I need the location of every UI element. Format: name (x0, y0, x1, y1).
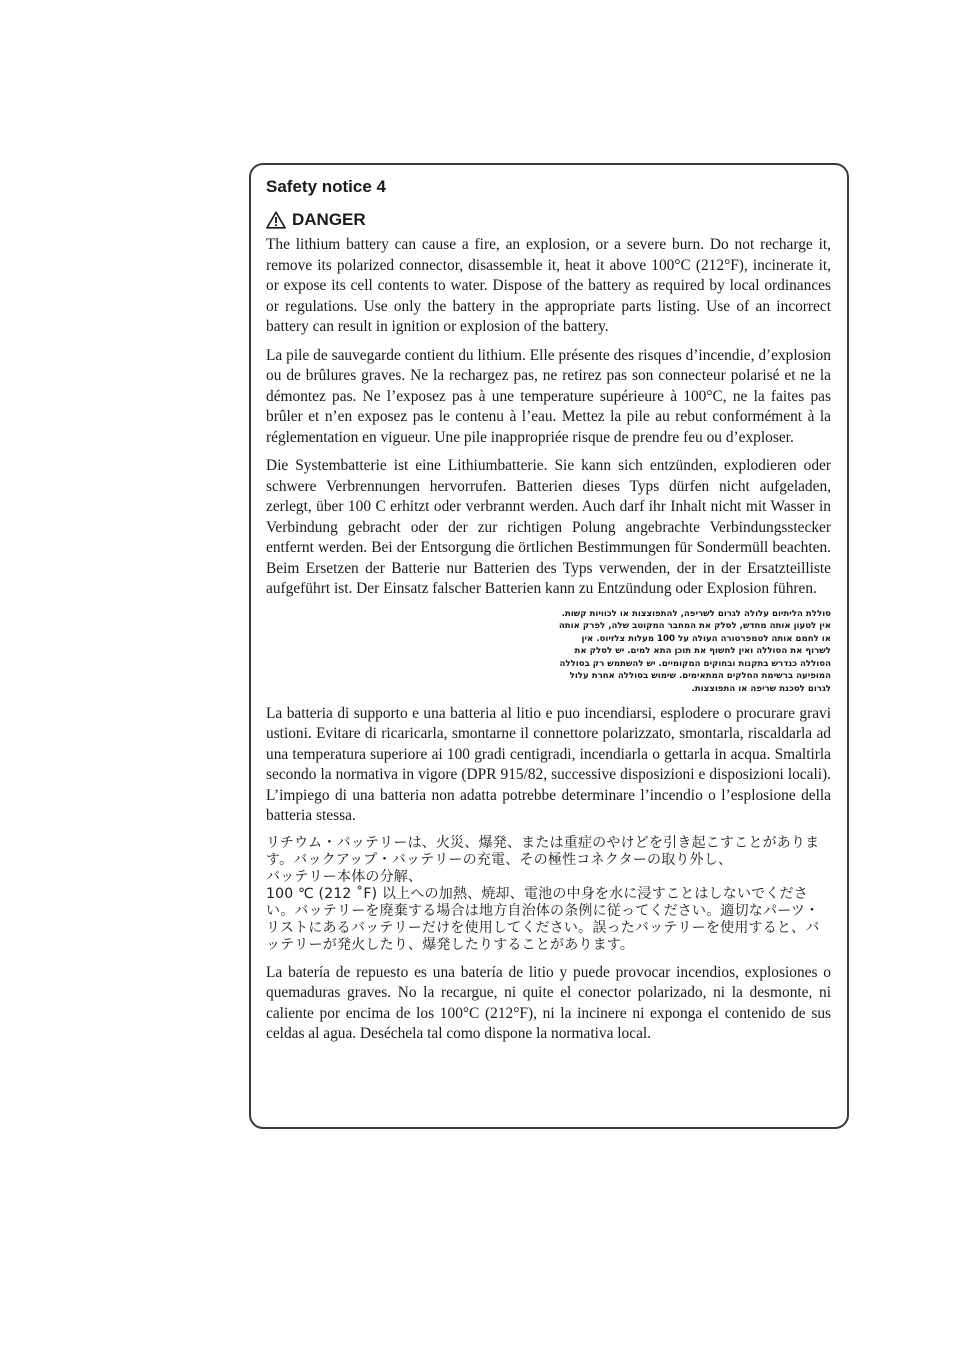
notice-title: Safety notice 4 (266, 177, 386, 196)
danger-heading (266, 210, 831, 230)
hebrew-paragraph: סוללת הליתיום עלולה לגרום לשריפה, להתפוצצות או לכוויות קשות. אין לטעון אותה מחדש, לסלק את המחבר המקוטב שלה, לפרק אותה או לחמם אותה לטמפרטורה העולה על 100 מעלות צלזיוס. אין לשרוף את הסוללה ואין לחשוף את תוכן התא למים. יש לסלק את הסוללה כנדרש בתקנות ובחוקים המקומיים. יש להשתמש רק בסוללה המופיעה ברשימת החלקים המתאימים. שימוש בסוללה אחרת עלול לגרום לסכנת שריפה או התפוצצות. (558, 608, 831, 695)
english-paragraph: The lithium battery can cause a fire, an explosion, or a severe burn. Do not recharge it, remove its polarized connector, disassemble it, heat it above 100°C (212°F), incinerate it, or expose its cell contents to water. Dispose of the battery as required by local ordinances or regulations. Use only the battery in the appropriate parts listing. Use of an incorrect battery can result in ignition or explosion of the battery. (266, 236, 831, 335)
german-paragraph: Die Systembatterie ist eine Lithiumbatterie. Sie kann sich entzünden, explodieren oder schwere Verbrennungen hervorrufen. Batterien dieses Typs dürfen nicht aufgeladen, zerlegt, über 100 C erhitzt oder verbrannt werden. Auch darf ihr Inhalt nicht mit Wasser in Verbindung gebracht oder der zur richtigen Polung angebrachte Verbindungsstecker entfernt werden. Bei der Entsorgung die örtlichen Bestimmungen für Sondermüll beachten. Beim Ersetzen der Batterie nur Batterien des Typs verwenden, der in der Ersatzteilliste aufgeführt ist. Der Einsatz falscher Batterien kann zu Entzündung oder Explosion führen. (266, 457, 831, 597)
safety-notice-box (249, 163, 849, 1129)
warning-triangle-icon (266, 211, 286, 229)
italian-paragraph: La batteria di supporto e una batteria al litio e puo incendiarsi, esplodere o procurare gravi ustioni. Evitare di ricaricarla, smontarne il connettore polarizzato, smontarla, riscaldarla ad una temperatura superiore ai 100 gradi centigradi, incendiarla o gettarla in acqua. Smaltirla secondo la normativa in vigore (DPR 915/82, successive disposizioni e disposizioni locali). L’impiego di una batteria non adatta potrebbe determinare l’incendio o l’esplosione della batteria stessa. (266, 704, 831, 825)
japanese-paragraph: リチウム・バッテリーは、火災、爆発、または重症のやけどを引き起こすことがあります。バックアップ・バッテリーの充電、その極性コネクターの取り外し、 バッテリー本体の分解、 100 ℃ (212 ˚F) 以上への加熱、焼却、電池の中身を水に浸すことはしないでください。バッテリーを廃棄する場合は地方自治体の条例に従ってください。適切なパーツ・リストにあるバッテリーだけを使用してください。誤ったバッテリーを使用すると、バッテリーが発火したり、爆発したりすることがあります。 (266, 834, 820, 953)
danger-label: DANGER (292, 210, 366, 229)
french-paragraph: La pile de sauvegarde contient du lithium. Elle présente des risques d’incendie, d’explosion ou de brûlures graves. Ne la rechargez pas, ne retirez pas son connecteur polarisé et ne la démontez pas. Ne l’exposez pas à une temperature supérieure à 100°C, ne la faites pas brûler et n’en exposez pas le contenu à l’eau. Mettez la pile au rebut conformément à la réglementation en vigueur. Une pile inappropriée risque de prendre feu ou d’exploser. (266, 346, 831, 446)
spanish-paragraph: La batería de repuesto es una batería de litio y puede provocar incendios, explosiones o quemaduras graves. No la recargue, ni quite el conector polarizado, ni la desmonte, ni caliente por encima de los 100°C (212°F), ni la incinere ni exponga el contenido de sus celdas al agua. Deséchela tal como dispone la normativa local. (266, 963, 831, 1043)
